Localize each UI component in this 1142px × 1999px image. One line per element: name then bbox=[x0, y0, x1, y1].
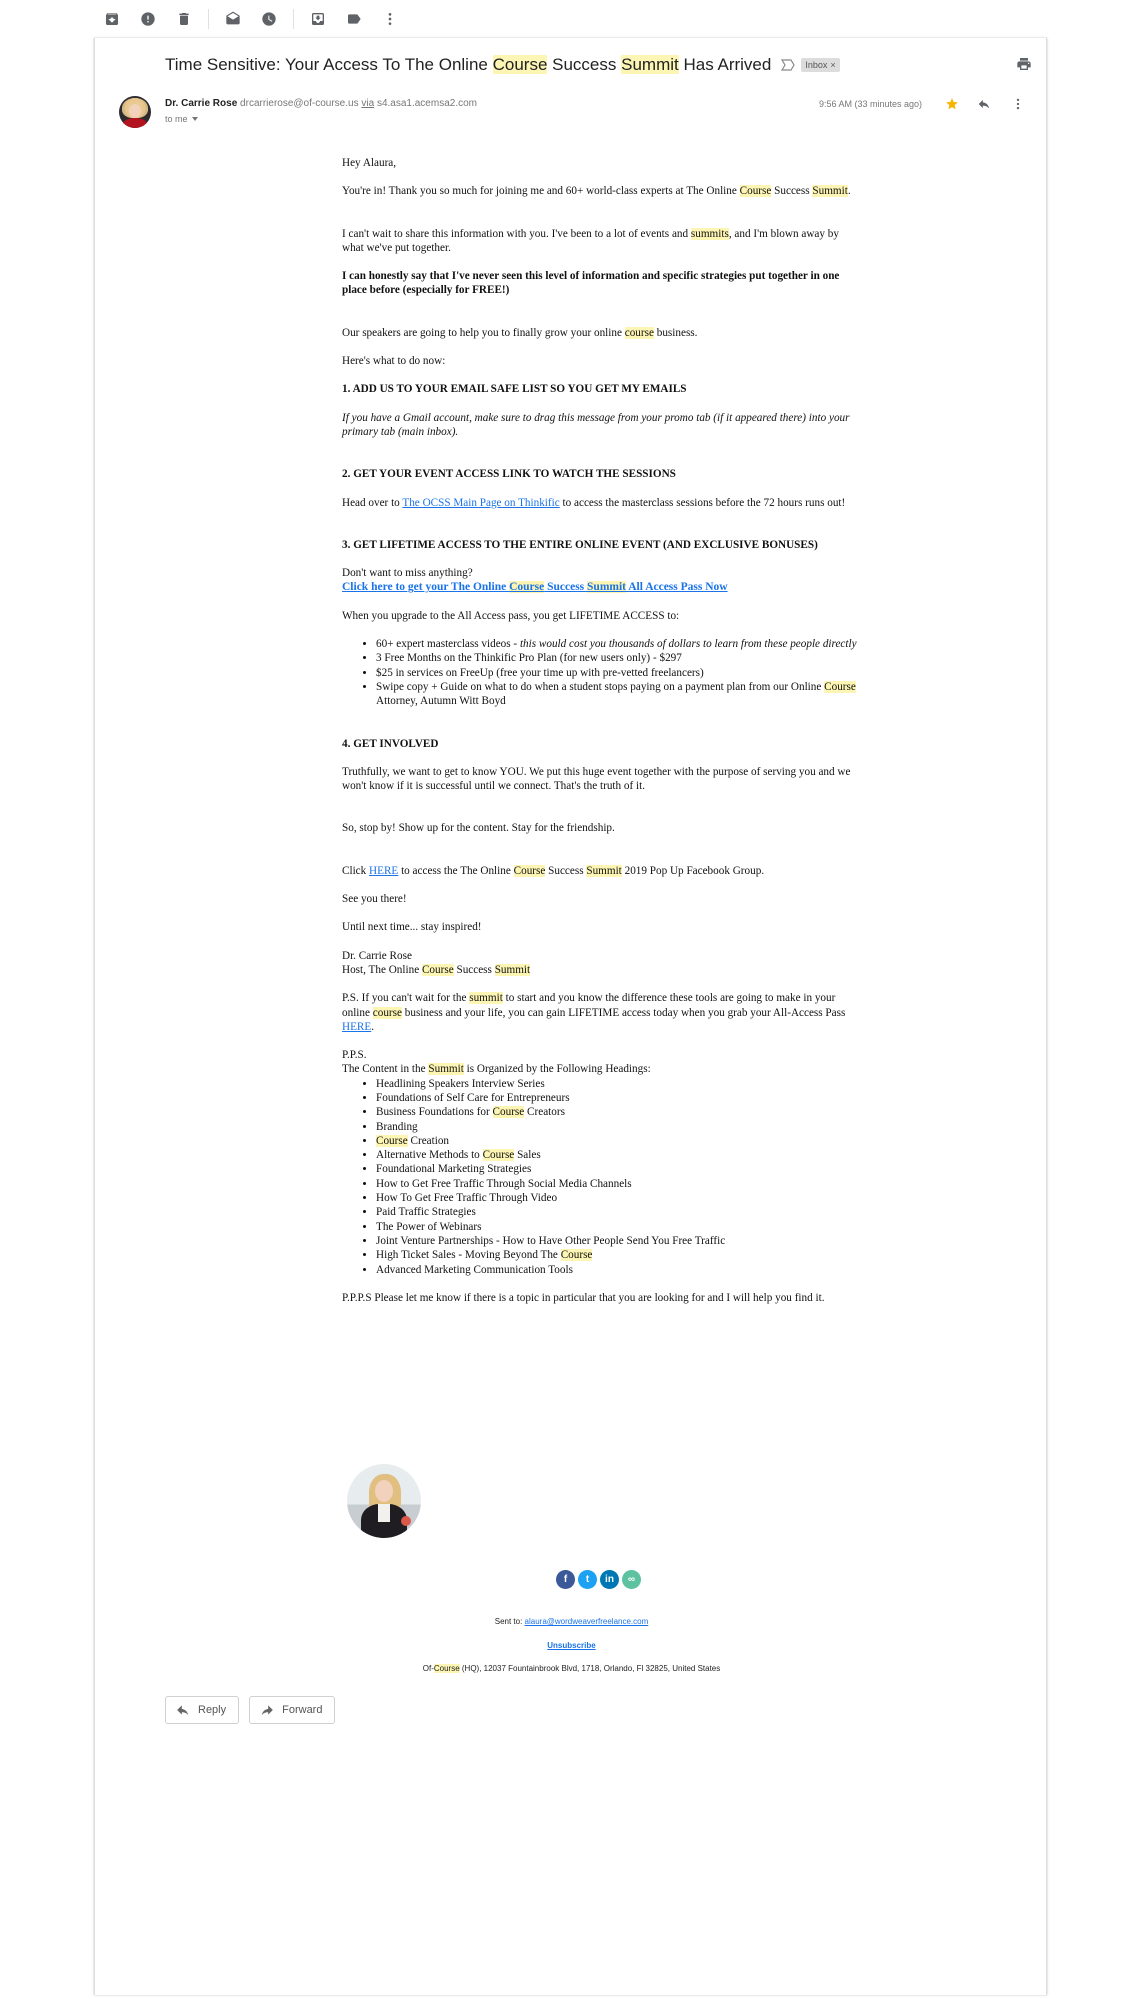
greeting: Hey Alaura, bbox=[342, 157, 397, 169]
heading-list-item: • Alternative Methods to Course Sales bbox=[376, 1148, 862, 1162]
ocss-main-page-link[interactable]: The OCSS Main Page on Thinkific bbox=[402, 496, 560, 509]
facebook-group-link[interactable]: HERE bbox=[369, 864, 399, 877]
paragraph: Click HERE to access the The Online Course Success Summit 2019 Pop Up Facebook Group. bbox=[342, 864, 765, 877]
paragraph: Until next time... stay inspired! bbox=[342, 921, 482, 934]
labels-icon[interactable] bbox=[336, 0, 372, 38]
forward-icon bbox=[260, 1704, 274, 1716]
reply-icon bbox=[176, 1704, 190, 1716]
bold-paragraph: I can honestly say that I've never seen this level of information and specific strategies put together in one place before (especially for FREE!) bbox=[342, 270, 840, 297]
print-icon[interactable] bbox=[1016, 56, 1032, 72]
message-timestamp: 9:56 AM (33 minutes ago) bbox=[818, 99, 922, 109]
sent-to-label: Sent to: bbox=[494, 1617, 525, 1626]
step-heading: 1. ADD US TO YOUR EMAIL SAFE LIST SO YOU GET MY EMAILS bbox=[342, 383, 687, 396]
step-text: Don't want to miss anything? Click here to get your The Online Course Success Summit All Access Pass Now bbox=[342, 567, 728, 594]
sender-header bbox=[119, 96, 1032, 136]
sender-email: drcarrierose@of-course.us bbox=[240, 98, 359, 109]
reply-button[interactable] bbox=[165, 1696, 239, 1724]
star-icon[interactable] bbox=[944, 96, 960, 112]
subject-highlight: Course bbox=[492, 55, 548, 74]
more-vertical-icon[interactable] bbox=[372, 0, 408, 38]
heading-list-item: • Joint Venture Partnerships - How to Have Other People Send You Free Traffic bbox=[376, 1234, 862, 1248]
ps-paragraph: P.S. If you can't wait for the summit to start and you know the difference these tools are going to make in your online course business and your life, you can gain LIFETIME access today when you grab your All-Access Pass HERE. bbox=[342, 992, 846, 1033]
heading-list-item: • Business Foundations for Course Creators bbox=[376, 1105, 862, 1119]
heading-list-item: • Headlining Speakers Interview Series bbox=[376, 1077, 862, 1091]
unsubscribe-link[interactable]: Unsubscribe bbox=[547, 1641, 596, 1650]
step-heading: 3. GET LIFETIME ACCESS TO THE ENTIRE ONLINE EVENT (AND EXCLUSIVE BONUSES) bbox=[342, 538, 818, 551]
linkedin-icon[interactable]: in bbox=[600, 1570, 619, 1589]
inbox-label-chip[interactable] bbox=[801, 58, 839, 72]
forward-label: Forward bbox=[282, 1704, 323, 1716]
reply-icon[interactable] bbox=[976, 96, 992, 112]
forward-button[interactable] bbox=[249, 1696, 335, 1724]
step-heading: 4. GET INVOLVED bbox=[342, 737, 439, 750]
subject-text: Time Sensitive: Your Access To The Online bbox=[165, 55, 493, 74]
chevron-down-icon[interactable] bbox=[192, 117, 198, 121]
social-links bbox=[556, 1570, 641, 1589]
move-to-icon[interactable] bbox=[300, 0, 336, 38]
importance-marker-icon[interactable] bbox=[781, 59, 795, 71]
paragraph: Here's what to do now: bbox=[342, 355, 446, 368]
signature-text: Dr. Carrie Rose Host, The Online Course Success Summit bbox=[342, 949, 531, 976]
heading-list-item: • Foundations of Self Care for Entrepreneurs bbox=[376, 1091, 862, 1105]
facebook-icon[interactable]: f bbox=[556, 1570, 575, 1589]
toolbar-divider bbox=[208, 9, 209, 29]
pps-paragraph: P.P.S. The Content in the Summit is Organized by the Following Headings: bbox=[342, 1049, 651, 1076]
sender-name[interactable]: Dr. Carrie Rose bbox=[165, 98, 238, 109]
paragraph: So, stop by! Show up for the content. Stay for the friendship. bbox=[342, 822, 615, 835]
all-access-pass-here-link[interactable]: HERE bbox=[342, 1020, 372, 1033]
email-body bbox=[342, 156, 862, 1319]
link-icon[interactable]: ∞ bbox=[622, 1570, 641, 1589]
via-domain: s4.asa1.acemsa2.com bbox=[376, 98, 477, 109]
heading-list-item: • High Ticket Sales - Moving Beyond The Course bbox=[376, 1248, 862, 1262]
recipient-text: to me bbox=[165, 114, 188, 124]
heading-list-item: • The Power of Webinars bbox=[376, 1220, 862, 1234]
paragraph: When you upgrade to the All Access pass, you get LIFETIME ACCESS to: bbox=[342, 609, 680, 622]
intro-paragraph: You're in! Thank you so much for joining me and 60+ world-class experts at The Online Course Success Summit. bbox=[342, 185, 851, 198]
message-toolbar bbox=[94, 0, 1047, 38]
twitter-icon[interactable]: t bbox=[578, 1570, 597, 1589]
recipient-line[interactable] bbox=[165, 114, 198, 124]
sender-line bbox=[165, 98, 477, 109]
benefits-list bbox=[376, 637, 862, 708]
heading-list-item: • Advanced Marketing Communication Tools bbox=[376, 1263, 862, 1277]
sent-to-line bbox=[95, 1617, 1048, 1626]
all-access-pass-link[interactable]: Click here to get your The Online Course Success Summit All Access Pass Now bbox=[342, 581, 728, 594]
step-text: If you have a Gmail account, make sure to drag this message from your promo tab (if it appeared there) into your primary tab (main inbox). bbox=[342, 411, 850, 438]
headings-list bbox=[376, 1077, 862, 1277]
reply-label: Reply bbox=[198, 1704, 227, 1716]
heading-list-item: • Branding bbox=[376, 1120, 862, 1134]
mark-unread-icon[interactable] bbox=[215, 0, 251, 38]
report-spam-icon[interactable] bbox=[130, 0, 166, 38]
list-item: • 60+ expert masterclass videos - this would cost you thousands of dollars to learn from these people directly bbox=[376, 637, 862, 651]
signature-photo bbox=[347, 1464, 421, 1538]
step-text: Truthfully, we want to get to know YOU. We put this huge event together with the purpose of serving you and we won't know if it is successful until we connect. That's the truth of it. bbox=[342, 765, 851, 793]
step-text: Head over to The OCSS Main Page on Thinkific to access the masterclass sessions before the 72 hours runs out! bbox=[342, 496, 846, 509]
paragraph: I can't wait to share this information with you. I've been to a lot of events and summits, and I'm blown away by what we've put together. bbox=[342, 227, 839, 254]
subject-row bbox=[165, 52, 1032, 78]
delete-icon[interactable] bbox=[166, 0, 202, 38]
snooze-icon[interactable] bbox=[251, 0, 287, 38]
paragraph: Our speakers are going to help you to finally grow your online course business. bbox=[342, 326, 698, 339]
label-text: Inbox bbox=[805, 60, 828, 70]
more-options-icon[interactable] bbox=[1010, 96, 1026, 112]
heading-list-item: • Foundational Marketing Strategies bbox=[376, 1162, 862, 1176]
toolbar-divider bbox=[293, 9, 294, 29]
archive-icon[interactable] bbox=[94, 0, 130, 38]
heading-list-item: • Course Creation bbox=[376, 1134, 862, 1148]
reply-actions bbox=[165, 1696, 335, 1724]
email-subject bbox=[165, 55, 771, 75]
unsubscribe-line bbox=[95, 1641, 1048, 1650]
label-remove-icon[interactable]: × bbox=[830, 60, 836, 70]
heading-list-item: • How to Get Free Traffic Through Social Media Channels bbox=[376, 1177, 862, 1191]
subject-text: Has Arrived bbox=[678, 55, 772, 74]
via-link[interactable]: via bbox=[361, 98, 375, 109]
heading-list-item: • Paid Traffic Strategies bbox=[376, 1205, 862, 1219]
email-message bbox=[94, 38, 1047, 1995]
list-item: • Swipe copy + Guide on what to do when a student stops paying on a payment plan from our Online Course Attorney, Autumn Witt Boyd bbox=[376, 680, 862, 709]
ppps-paragraph: P.P.P.S Please let me know if there is a topic in particular that you are looking for and I will help you find it. bbox=[342, 1291, 825, 1304]
list-item: • 3 Free Months on the Thinkific Pro Plan (for new users only) - $297 bbox=[376, 651, 862, 665]
recipient-email-link[interactable]: alaura@wordweaverfreelance.com bbox=[524, 1617, 649, 1626]
list-item: • $25 in services on FreeUp (free your time up with pre-vetted freelancers) bbox=[376, 666, 862, 680]
subject-text: Success bbox=[547, 55, 622, 74]
heading-list-item: • How To Get Free Traffic Through Video bbox=[376, 1191, 862, 1205]
step-heading: 2. GET YOUR EVENT ACCESS LINK TO WATCH THE SESSIONS bbox=[342, 468, 676, 481]
address-line: Of-Course (HQ), 12037 Fountainbrook Blvd, 1718, Orlando, Fl 32825, United States bbox=[422, 1664, 721, 1673]
sender-avatar[interactable] bbox=[119, 96, 151, 128]
paragraph: See you there! bbox=[342, 893, 407, 906]
subject-highlight: Summit bbox=[621, 55, 679, 74]
